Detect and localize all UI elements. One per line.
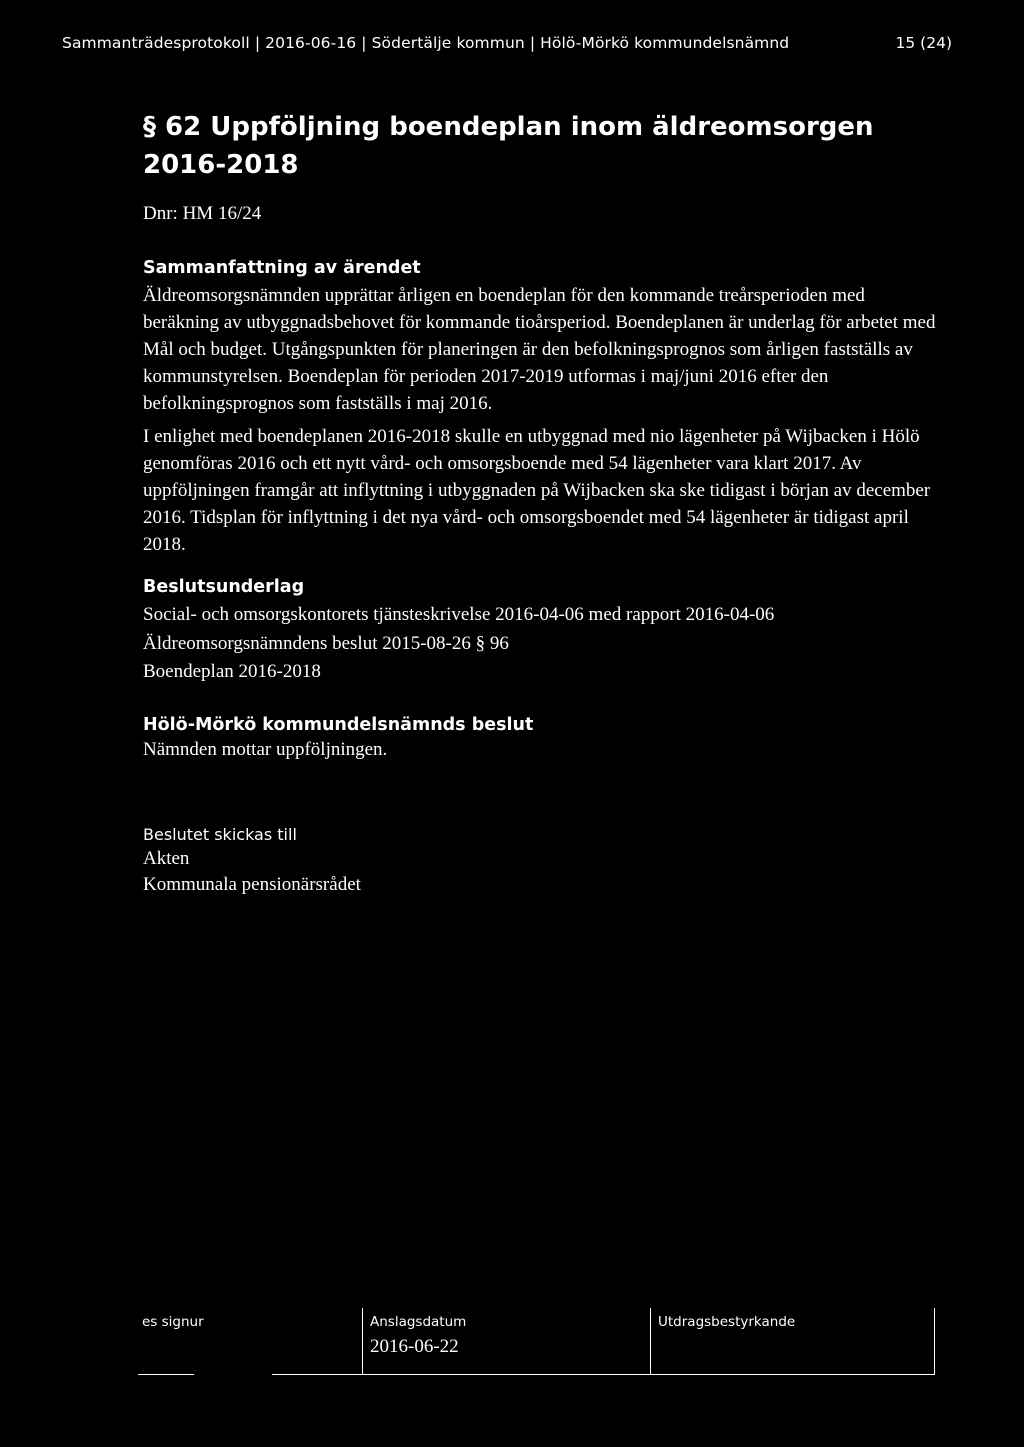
footer-divider xyxy=(934,1308,935,1374)
basis-item: Äldreomsorgsnämndens beslut 2015-08-26 § 96 xyxy=(143,633,509,654)
summary-heading: Sammanfattning av ärendet xyxy=(143,258,421,278)
item-title: § 62 Uppföljning boendeplan inom äldreomsorgen 2016-2018 xyxy=(143,112,874,180)
posting-date-label: Anslagsdatum xyxy=(370,1314,467,1330)
summary-paragraph-2: I enlighet med boendeplanen 2016-2018 skulle en utbyggnad med nio lägenheter på Wijbacken i Hölö genomföras 2016 och ett nytt vård- och omsorgsboende med 54 lägenheter vara klart 2017. Av uppföljningen framgår att inflyttning i utbyggnaden på Wijbacken ska ske tidigast i början av december 2016. Tidsplan för inflyttning i det nya vård- och omsorgsboendet med 54 lägenheter är tidigast april 2018. xyxy=(143,426,931,555)
signature-label: es signur xyxy=(142,1314,204,1330)
basis-item: Social- och omsorgskontorets tjänsteskrivelse 2016-04-06 med rapport 2016-04-06 xyxy=(143,604,775,625)
posting-date: 2016-06-22 xyxy=(370,1336,459,1357)
page-number: 15 (24) xyxy=(895,34,952,52)
decision-heading: Hölö-Mörkö kommundelsnämnds beslut xyxy=(143,715,534,735)
running-header: Sammanträdesprotokoll | 2016-06-16 | Södertälje kommun | Hölö-Mörkö kommundelsnämnd xyxy=(62,34,790,52)
footer-baseline xyxy=(272,1374,935,1375)
summary-paragraph-1: Äldreomsorgsnämnden upprättar årligen en boendeplan för den kommande treårsperioden med beräkning av utbyggnadsbehovet för kommande tioårsperiod. Boendeplanen är underlag för arbetet med Mål och budget. Utgångspunkten för planeringen är den befolkningsprognos som årligen fastställs av kommunstyrelsen. Boendeplan för perioden 2017-2019 utformas i maj/juni 2016 efter den befolkningsprognos som fastställs i maj 2016. xyxy=(143,285,936,414)
dnr: Dnr: HM 16/24 xyxy=(143,203,262,224)
distribution-recipient: Kommunala pensionärsrådet xyxy=(143,874,361,895)
basis-item: Boendeplan 2016-2018 xyxy=(143,661,321,682)
certifier-label: Utdragsbestyrkande xyxy=(658,1314,796,1330)
footer-divider xyxy=(362,1308,363,1374)
distribution-recipient: Akten xyxy=(143,848,190,869)
footer-divider xyxy=(650,1308,651,1374)
signature-line xyxy=(138,1374,194,1375)
basis-heading: Beslutsunderlag xyxy=(143,577,305,597)
distribution-heading: Beslutet skickas till xyxy=(143,825,297,844)
decision-text: Nämnden mottar uppföljningen. xyxy=(143,739,388,760)
